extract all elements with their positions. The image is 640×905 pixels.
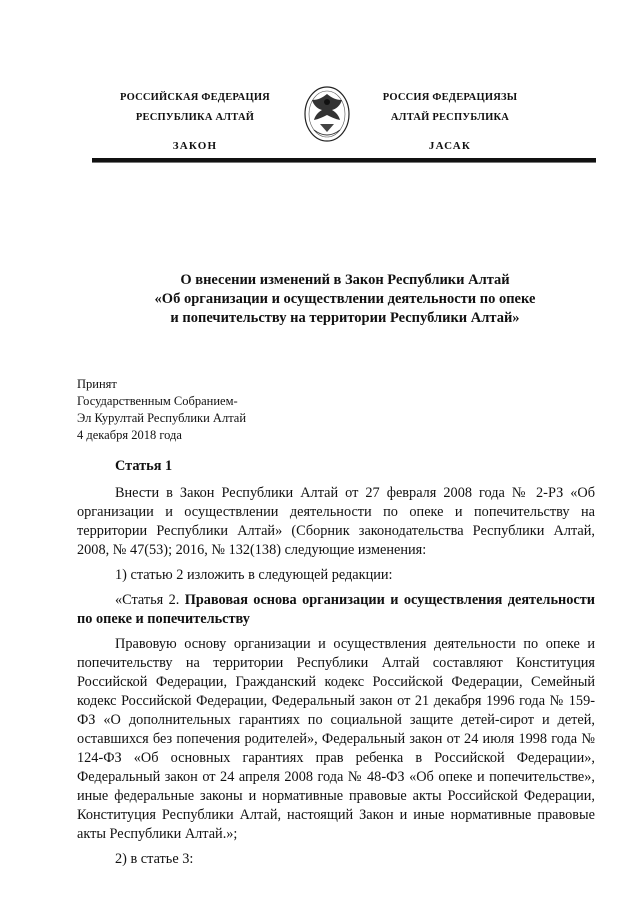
- header-left-law: ЗАКОН: [172, 140, 218, 152]
- title-line-1: О внесении изменений в Закон Республики Алтай: [180, 272, 510, 288]
- article-body: [77, 457, 595, 875]
- header-right-law: JАСАК: [428, 140, 472, 152]
- header-left: [105, 88, 285, 156]
- title-line-3: и попечительству на территории Республики Алтай»: [170, 310, 520, 326]
- header-right: [360, 88, 540, 156]
- adopted-by-line-2: Эл Курултай Республики Алтай: [77, 411, 247, 425]
- header-right-republic: АЛТАЙ РЕСПУБЛИКА: [390, 112, 510, 123]
- article-heading: Статья 1: [115, 458, 173, 474]
- document-title: [95, 271, 595, 328]
- coat-of-arms-icon: [300, 82, 354, 144]
- quoted-article-title: Правовая основа организации и осуществления деятельности по опеке и попечительству: [77, 592, 596, 627]
- article-intro-paragraph: Внести в Закон Республики Алтай от 27 февраля 2008 года № 2-РЗ «Об организации и осуществлении деятельности по опеке и попечительству на территории Республики Алтай» (Сборник законодательства Республики Алтай, 2008, № 47(53); 2016, № 132(138) следующие изменения:: [77, 485, 595, 558]
- header-divider: [92, 158, 596, 163]
- article-item-2: 2) в статье 3:: [115, 851, 194, 867]
- header-left-republic: РЕСПУБЛИКА АЛТАЙ: [135, 112, 255, 123]
- adopted-by-line-1: Государственным Собранием-: [77, 394, 238, 408]
- title-line-2: «Об организации и осуществлении деятельности по опеке: [154, 291, 536, 307]
- header-left-country: РОССИЙСКАЯ ФЕДЕРАЦИЯ: [120, 92, 270, 103]
- article-quoted-heading: [77, 591, 595, 629]
- article-quoted-body: Правовую основу организации и осуществления деятельности по опеке и попечительству на территории Республики Алтай составляют Конституция Российской Федерации, Гражданский кодекс Российской Федерации, Семейный кодекс Российской Федерации, Федеральный закон от 21 декабря 1996 года № 159-ФЗ «О дополнительных гарантиях по социальной защите детей-сирот и детей, оставшихся без попечения родителей», Федеральный закон от 24 июля 1998 года № 124-ФЗ «Об основных гарантиях прав ребенка в Российской Федерации», Федеральный закон от 24 апреля 2008 года № 48-ФЗ «Об опеке и попечительстве», иные федеральные законы и нормативные правовые акты Российской Федерации, Конституция Республики Алтай, настоящий Закон и иные нормативные правовые акты Республики Алтай.»;: [77, 636, 595, 842]
- adoption-block: [77, 376, 246, 444]
- quoted-article-number: «Статья 2.: [115, 592, 185, 608]
- adoption-date: 4 декабря 2018 года: [77, 428, 182, 442]
- adopted-label: Принят: [77, 377, 117, 391]
- header-right-country: РОССИЯ ФЕДЕРАЦИЯЗЫ: [382, 92, 518, 103]
- article-item-1: 1) статью 2 изложить в следующей редакции:: [115, 567, 393, 583]
